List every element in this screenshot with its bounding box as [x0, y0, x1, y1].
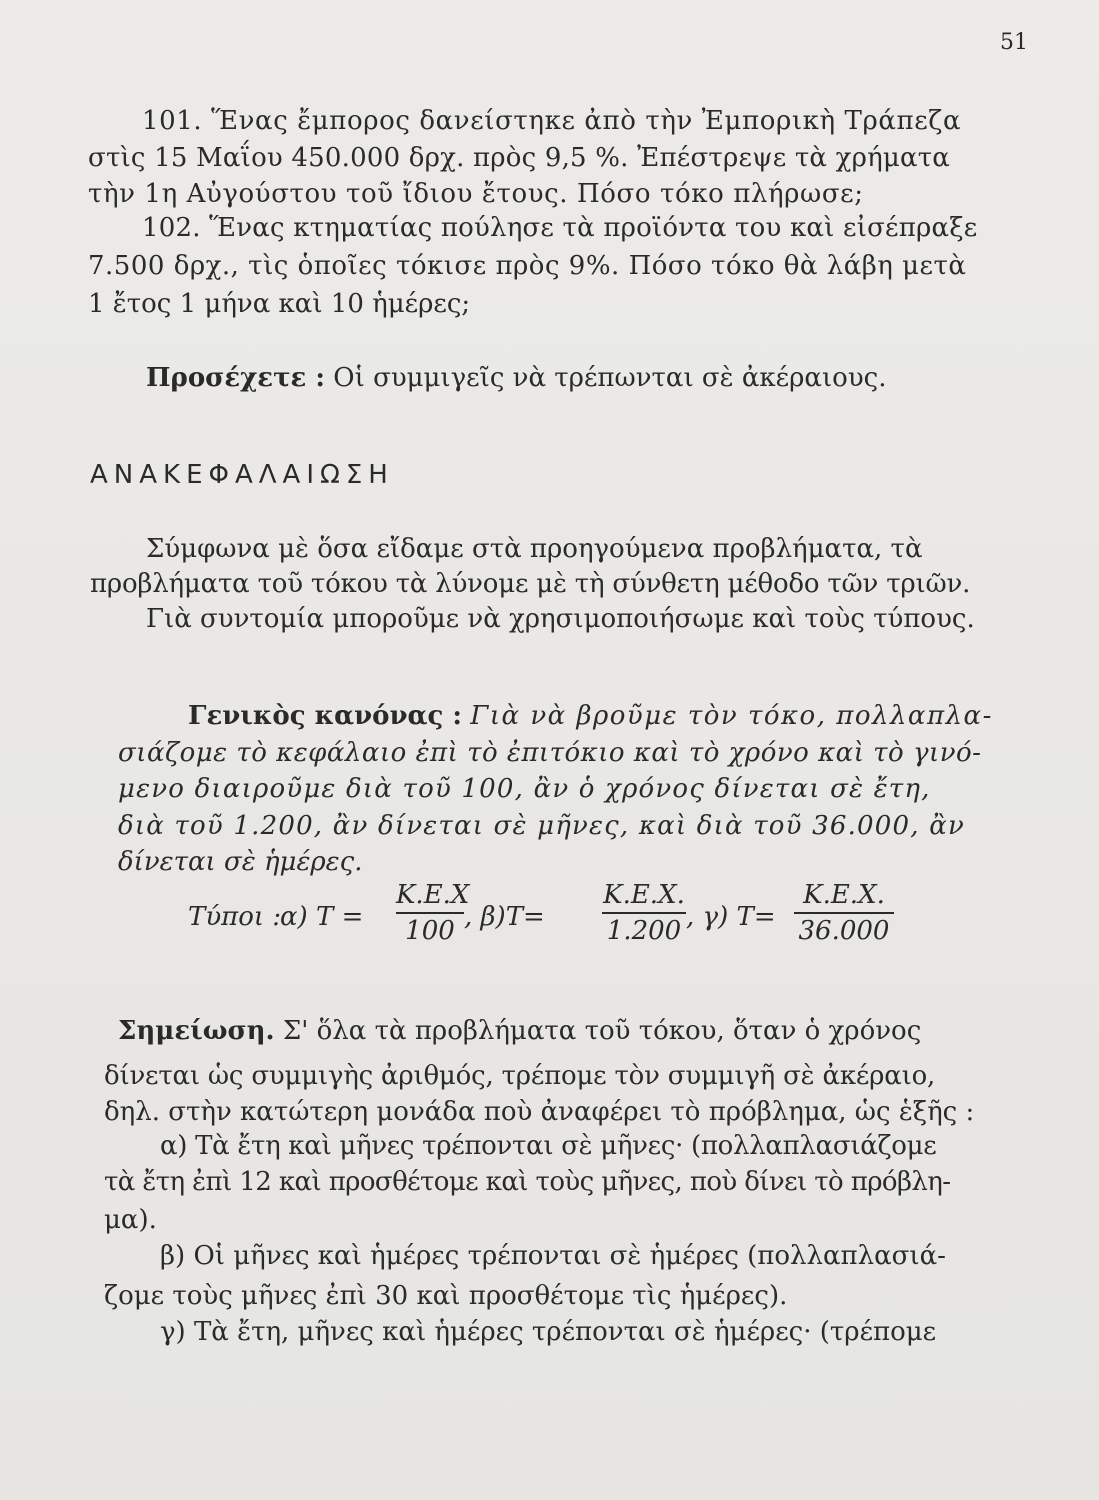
- rule-line-3: μενο διαιροῦμε διὰ τοῦ 100, ἂν ὁ χρόνος δίνεται σὲ ἔτη,: [118, 774, 931, 804]
- problem-101-line-2: στὶς 15 Μαΐου 450.000 δρχ. πρὸς 9,5 %. Ἐπέστρεψε τὰ χρήματα: [88, 143, 951, 173]
- summary-line-3: Γιὰ συντομία μποροῦμε νὰ χρησιμοποιήσωμε καὶ τοὺς τύπους.: [146, 604, 975, 634]
- formula-b-fraction: [602, 880, 686, 946]
- problem-102-line-2: 7.500 δρχ., τὶς ὁποῖες τόκισε πρὸς 9%. Πόσο τόκο θὰ λάβη μετὰ: [88, 251, 967, 281]
- formula-c-numerator: Κ.Ε.Χ.: [803, 880, 885, 910]
- remark-line-1: [118, 1015, 921, 1047]
- remark-label: Σημείωση.: [118, 1016, 275, 1046]
- note-label: Προσέχετε :: [146, 363, 326, 393]
- problem-101-line-1: 101. Ἕνας ἔμπορος δανείστηκε ἀπὸ τὴν Ἐμπορικὴ Τράπεζα: [142, 106, 962, 136]
- remark-line-9: γ) Τὰ ἔτη, μῆνες καὶ ἡμέρες τρέπονται σὲ ἡμέρες· (τρέπομε: [160, 1317, 937, 1347]
- formula-a-prefix: α) Τ =: [280, 902, 364, 932]
- interest-formulas: [188, 880, 908, 950]
- formula-a-numerator: Κ.Ε.Χ: [396, 880, 470, 910]
- rule-line-1: [188, 700, 993, 732]
- rule-text-start: Γιὰ νὰ βροῦμε τὸν τόκο, πολλαπλα-: [470, 701, 993, 731]
- note-attention: [146, 362, 886, 394]
- formula-a-denominator: 100: [405, 916, 455, 946]
- remark-line-8: ζομε τοὺς μῆνες ἐπὶ 30 καὶ προσθέτομε τὶς ἡμέρες).: [104, 1281, 788, 1311]
- fraction-bar: [602, 912, 686, 914]
- formula-c-denominator: 36.000: [798, 916, 890, 946]
- rule-label: Γενικὸς κανόνας :: [188, 701, 463, 731]
- formula-c-fraction: [794, 880, 894, 946]
- formula-c-prefix: , γ) Τ=: [686, 902, 776, 932]
- summary-line-1: Σύμφωνα μὲ ὅσα εἴδαμε στὰ προηγούμενα προβλήματα, τὰ: [146, 534, 923, 564]
- fraction-bar: [396, 912, 464, 914]
- remark-text-start: Σ' ὅλα τὰ προβλήματα τοῦ τόκου, ὅταν ὁ χρόνος: [282, 1016, 922, 1046]
- formula-b-prefix: , β)Τ=: [464, 902, 545, 932]
- page-number: 51: [1000, 30, 1028, 55]
- problem-102-line-3: 1 ἔτος 1 μήνα καὶ 10 ἡμέρες;: [88, 289, 471, 319]
- formulas-label: Τύποι :: [188, 902, 282, 932]
- fraction-bar: [794, 912, 894, 914]
- problem-101-line-3: τὴν 1η Αὐγούστου τοῦ ἴδιου ἔτους. Πόσο τόκο πλήρωσε;: [88, 179, 864, 209]
- remark-line-3: δηλ. στὴν κατώτερη μονάδα ποὺ ἀναφέρει τὸ πρόβλημα, ὡς ἑξῆς :: [104, 1097, 975, 1127]
- formula-b-numerator: Κ.Ε.Χ.: [603, 880, 685, 910]
- rule-line-4: διὰ τοῦ 1.200, ἂν δίνεται σὲ μῆνες, καὶ διὰ τοῦ 36.000, ἂν: [118, 811, 965, 841]
- problem-102-line-1: 102. Ἕνας κτηματίας πούλησε τὰ προϊόντα του καὶ εἰσέπραξε: [142, 213, 978, 243]
- remark-line-7: β) Οἱ μῆνες καὶ ἡμέρες τρέπονται σὲ ἡμέρες (πολλαπλασιά-: [160, 1241, 946, 1271]
- section-title: ΑΝΑΚΕΦΑΛΑΙΩΣΗ: [90, 460, 394, 490]
- remark-line-5: τὰ ἔτη ἐπὶ 12 καὶ προσθέτομε καὶ τοὺς μῆνες, ποὺ δίνει τὸ πρόβλη-: [104, 1167, 951, 1197]
- rule-line-5: δίνεται σὲ ἡμέρες.: [118, 847, 363, 877]
- formula-a-fraction: [396, 880, 470, 946]
- remark-line-6: μα).: [104, 1205, 157, 1235]
- formula-b-denominator: 1.200: [606, 916, 682, 946]
- summary-line-2: προβλήματα τοῦ τόκου τὰ λύνομε μὲ τὴ σύνθετη μέθοδο τῶν τριῶν.: [90, 569, 971, 599]
- remark-line-2: δίνεται ὡς συμμιγὴς ἀριθμός, τρέπομε τὸν συμμιγῆ σὲ ἀκέραιο,: [104, 1061, 936, 1091]
- note-text: Οἱ συμμιγεῖς νὰ τρέπωνται σὲ ἀκέραιους.: [333, 363, 887, 393]
- rule-line-2: σιάζομε τὸ κεφάλαιο ἐπὶ τὸ ἐπιτόκιο καὶ τὸ χρόνο καὶ τὸ γινό-: [118, 738, 982, 768]
- remark-line-4: α) Τὰ ἔτη καὶ μῆνες τρέπονται σὲ μῆνες· (πολλαπλασιάζομε: [160, 1131, 937, 1161]
